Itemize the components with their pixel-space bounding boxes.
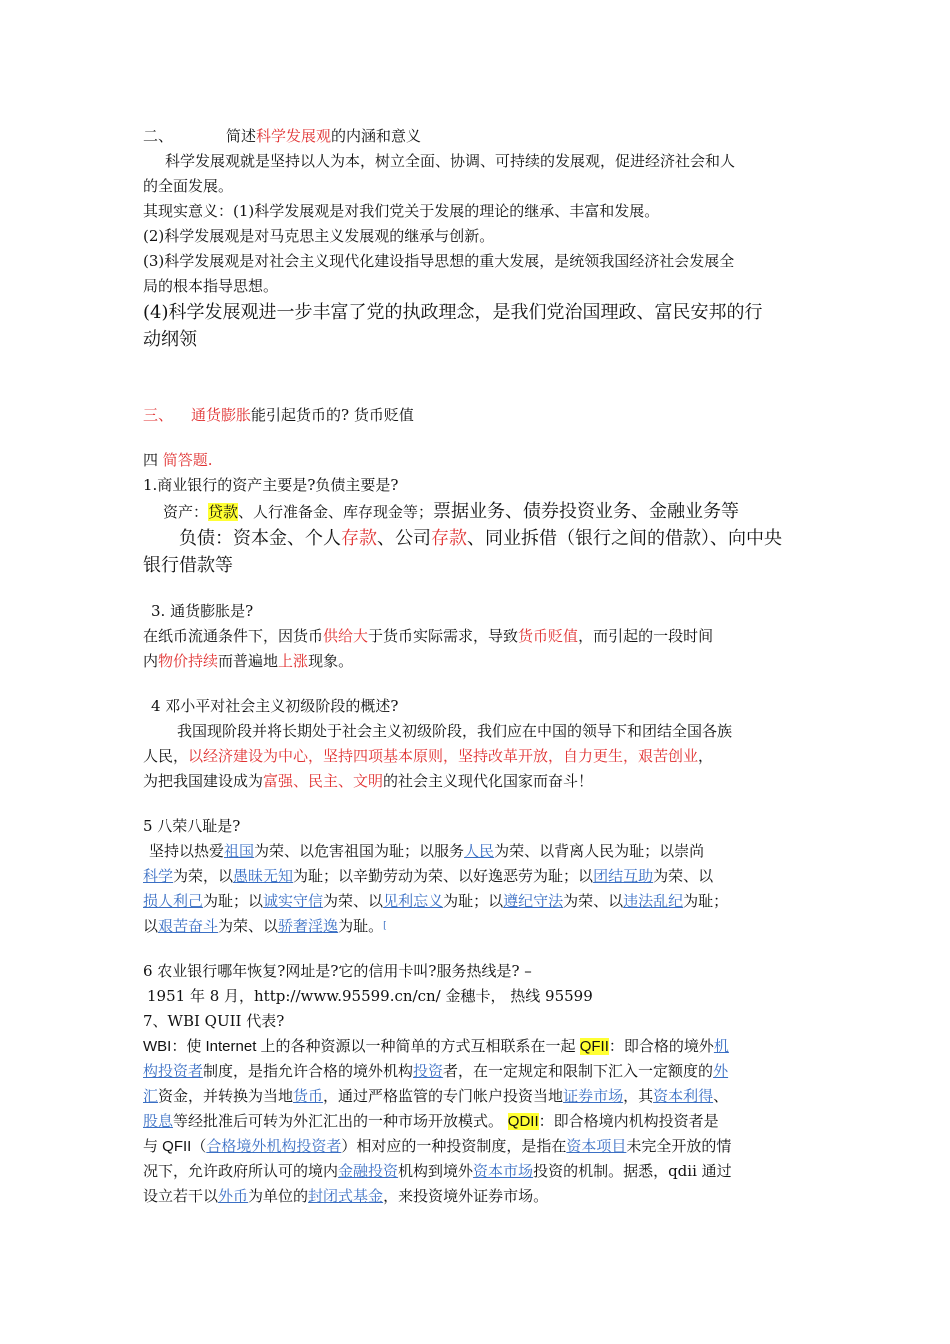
question-5-answer: 以艰苦奋斗为荣、以骄奢淫逸为耻。[: [143, 917, 387, 935]
significance-point: (4)科学发展观进一步丰富了党的执政理念，是我们党治国理政、富民安邦的行: [143, 302, 763, 323]
question-7-answer: 构投资者制度，是指允许合格的境外机构投资者，在一定规定和限制下汇入一定额度的外: [143, 1062, 729, 1080]
definition-line: 的全面发展。: [143, 177, 234, 195]
link-kexue[interactable]: 科学: [143, 867, 174, 885]
section-2-heading: 二、 简述科学发展观的内涵和意义: [143, 127, 422, 145]
link-zhengquan-shichang[interactable]: 证券市场: [563, 1087, 624, 1105]
question-7-title: 7、WBI QUII 代表?: [143, 1012, 285, 1030]
significance-point: 动纲领: [143, 329, 197, 350]
link-jiaoshe-yinyi[interactable]: 骄奢淫逸: [278, 917, 339, 935]
link-weifa-luanji[interactable]: 违法乱纪: [623, 892, 684, 910]
question-4-title: 4 邓小平对社会主义初级阶段的概述?: [151, 697, 399, 715]
question-5-answer: 损人利己为耻；以诚实守信为荣、以见利忘义为耻；以遵纪守法为荣、以违法乱纪为耻；: [143, 892, 729, 910]
link-ziben-lide[interactable]: 资本利得: [653, 1087, 714, 1105]
question-1-liabilities: 负债：资本金、个人存款、公司存款、同业拆借（银行之间的借款）、向中央: [179, 528, 782, 549]
link-zunji-shoufa[interactable]: 遵纪守法: [503, 892, 564, 910]
link-renmin[interactable]: 人民: [464, 842, 495, 860]
link-guxi[interactable]: 股息: [143, 1112, 174, 1130]
question-7-answer: 股息等经批准后可转为外汇汇出的一种市场开放模式。 QDII：即合格境内机构投资者是: [143, 1112, 719, 1130]
footnote-mark: [: [383, 921, 387, 931]
link-waihui[interactable]: 汇: [143, 1087, 159, 1105]
question-7-answer: 设立若干以外币为单位的封闭式基金，来投资境外证券市场。: [143, 1187, 549, 1205]
link-jianli-wangyi[interactable]: 见利忘义: [383, 892, 444, 910]
significance-intro: 其现实意义：(1)科学发展观是对我们党关于发展的理论的继承、丰富和发展。: [143, 202, 660, 220]
link-huobi[interactable]: 货币: [293, 1087, 324, 1105]
question-1-liabilities: 银行借款等: [143, 555, 233, 576]
question-7-answer: 汇资金，并转换为当地货币，通过严格监管的专门帐户投资当地证券市场，其资本利得、: [143, 1087, 729, 1105]
link-ziben-shichang[interactable]: 资本市场: [473, 1162, 534, 1180]
link-touzi[interactable]: 投资: [413, 1062, 444, 1080]
question-6-answer: 1951 年 8 月，http://www.95599.cn/cn/ 金穗卡， 热线 95599: [147, 987, 593, 1005]
link-tuanjie-huzhu[interactable]: 团结互助: [593, 867, 654, 885]
link-jianku-fendou[interactable]: 艰苦奋斗: [158, 917, 219, 935]
link-jigou-touzizhe[interactable]: 构投资者: [143, 1062, 204, 1080]
significance-point: (3)科学发展观是对社会主义现代化建设指导思想的重大发展，是统领我国经济社会发展全: [143, 252, 735, 270]
link-sunren-liji[interactable]: 损人利己: [143, 892, 204, 910]
section-4-heading: 四 简答题.: [143, 451, 213, 469]
link-ziben-xiangmu[interactable]: 资本项目: [566, 1137, 627, 1155]
question-7-answer: 况下，允许政府所认可的境内金融投资机构到境外资本市场投资的机制。据悉，qdii 通过: [143, 1162, 732, 1180]
section-3-heading: 三、 通货膨胀能引起货币的? 货币贬值: [143, 406, 414, 424]
question-7-answer: 与 QFII（合格境外机构投资者）相对应的一种投资制度，是指在资本项目未完全开放的情: [143, 1137, 732, 1155]
link-fengbishi-jijin[interactable]: 封闭式基金: [308, 1187, 384, 1205]
significance-point: 局的根本指导思想。: [143, 277, 279, 295]
definition-line: 科学发展观就是坚持以人为本，树立全面、协调、可持续的发展观，促进经济社会和人: [165, 152, 736, 170]
document-body: [143, 124, 813, 1209]
significance-point: (2)科学发展观是对马克思主义发展观的继承与创新。: [143, 227, 495, 245]
question-7-answer: WBI：使 Internet 上的各种资源以一种简单的方式互相联系在一起 QFII：即合格的境外机: [143, 1037, 729, 1055]
question-5-answer: 坚持以热爱祖国为荣、以危害祖国为耻；以服务人民为荣、以背离人民为耻；以崇尚: [149, 842, 705, 860]
question-3-title: 3. 通货膨胀是?: [151, 602, 254, 620]
question-3-answer: 在纸币流通条件下，因货币供给大于货币实际需求，导致货币贬值，而引起的一段时间: [143, 627, 714, 645]
question-6-title: 6 农业银行哪年恢复?网址是?它的信用卡叫?服务热线是? –: [143, 962, 532, 980]
question-4-answer: 我国现阶段并将长期处于社会主义初级阶段，我们应在中国的领导下和团结全国各族: [177, 722, 733, 740]
link-yumei-wuzhi[interactable]: 愚昧无知: [233, 867, 294, 885]
link-waibi[interactable]: 外币: [218, 1187, 249, 1205]
link-zuguo[interactable]: 祖国: [224, 842, 255, 860]
question-4-answer: 为把我国建设成为富强、民主、文明的社会主义现代化国家而奋斗！: [143, 772, 594, 790]
link-jinrong-touzi[interactable]: 金融投资: [338, 1162, 399, 1180]
question-3-answer: 内物价持续而普遍地上涨现象。: [143, 652, 354, 670]
link-jigou-touzizhe[interactable]: 机: [713, 1037, 729, 1055]
question-5-title: 5 八荣八耻是?: [143, 817, 241, 835]
question-1-assets: 资产：贷款、人行准备金、库存现金等；票据业务、债券投资业务、金融业务等: [163, 501, 740, 522]
question-1-title: 1.商业银行的资产主要是?负债主要是?: [143, 476, 399, 494]
question-5-answer: 科学为荣，以愚昧无知为耻；以辛勤劳动为荣、以好逸恶劳为耻；以团结互助为荣、以: [143, 867, 714, 885]
link-waihui[interactable]: 外: [713, 1062, 729, 1080]
question-4-answer: 人民，以经济建设为中心，坚持四项基本原则，坚持改革开放，自力更生，艰苦创业，: [143, 747, 714, 765]
link-chengshi-shouxin[interactable]: 诚实守信: [263, 892, 324, 910]
link-hege-jingwai-jigou[interactable]: 合格境外机构投资者: [206, 1137, 342, 1155]
